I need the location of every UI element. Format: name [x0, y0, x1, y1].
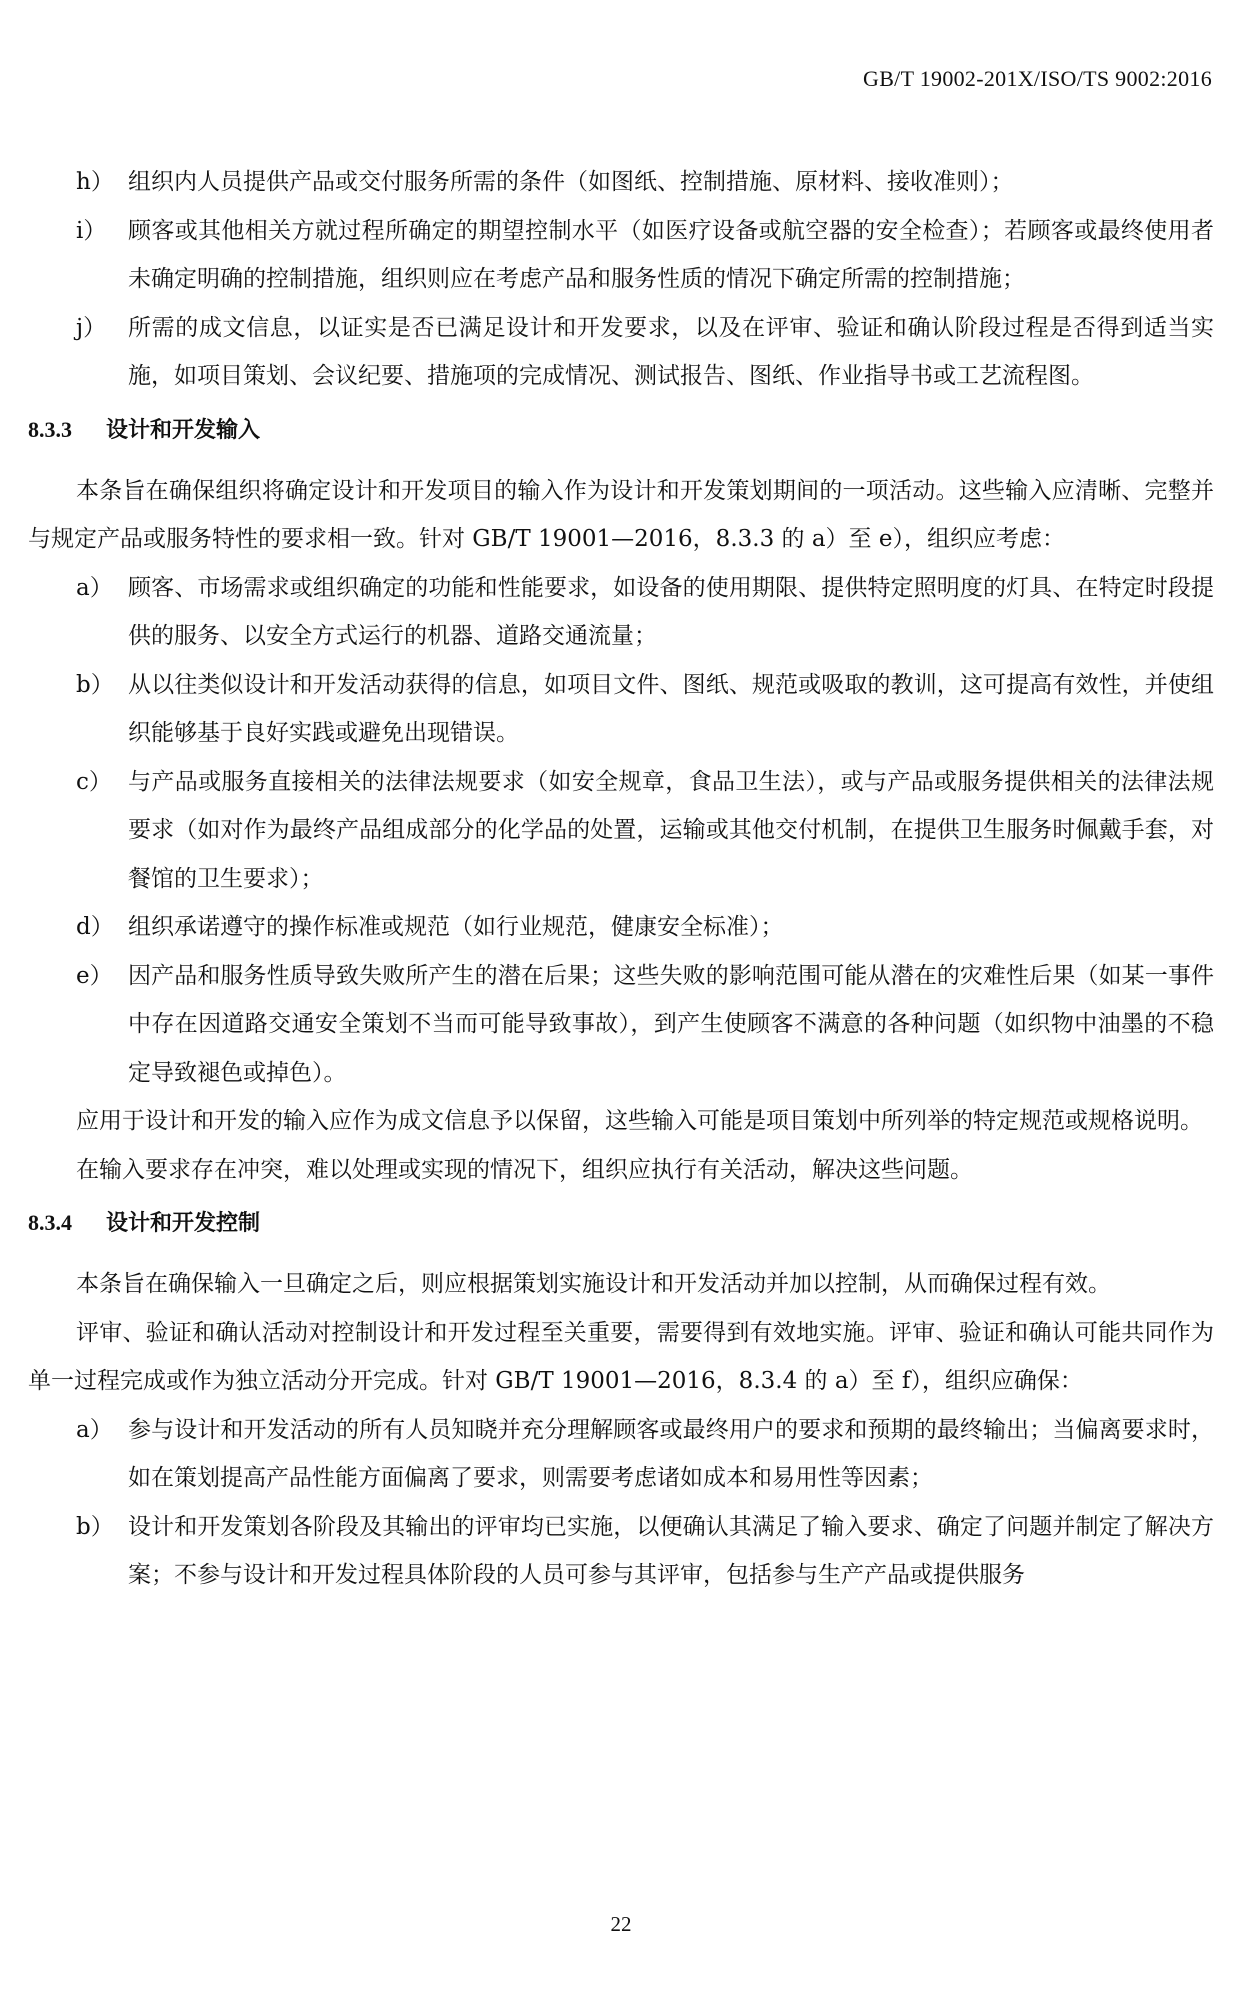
standard-code-header: GB/T 19002-201X/ISO/TS 9002:2016 — [863, 66, 1212, 91]
list-item — [76, 661, 1214, 758]
item-text: 顾客或其他相关方就过程所确定的期望控制水平（如医疗设备或航空器的安全检查）；若顾客或最终使用者未确定明确的控制措施，组织则应在考虑产品和服务性质的情况下确定所需的控制措施； — [128, 217, 1214, 292]
item-label: b） — [76, 1513, 114, 1540]
section-intro: 本条旨在确保组织将确定设计和开发项目的输入作为设计和开发策划期间的一项活动。这些输入应清晰、完整并与规定产品或服务特性的要求相一致。针对 GB/T 19001—2016，8.3.3 的 a）至 e），组织应考虑： — [28, 477, 1214, 552]
item-label: a） — [76, 1416, 113, 1443]
list-item — [76, 758, 1214, 904]
item-label: e） — [76, 962, 113, 989]
item-label: a） — [76, 574, 113, 601]
section-number: 8.3.4 — [28, 1210, 72, 1235]
section-number: 8.3.3 — [28, 416, 72, 442]
item-text: 顾客、市场需求或组织确定的功能和性能要求，如设备的使用期限、提供特定照明度的灯具、在特定时段提供的服务、以安全方式运行的机器、道路交通流量； — [128, 574, 1214, 649]
list-item — [76, 1503, 1214, 1600]
item-label: d） — [76, 914, 114, 940]
item-text: 因产品和服务性质导致失败所产生的潜在后果；这些失败的影响范围可能从潜在的灾难性后果（如某一事件中存在因道路交通安全策划不当而可能导致事故），到产生使顾客不满意的各种问题（如织物中油墨的不稳定导致褪色或掉色）。 — [128, 962, 1214, 1086]
paragraph: 本条旨在确保输入一旦确定之后，则应根据策划实施设计和开发活动并加以控制，从而确保过程有效。 — [76, 1271, 1111, 1297]
section-title: 设计和开发控制 — [106, 1210, 261, 1235]
list-item — [76, 207, 1214, 304]
section-title: 设计和开发输入 — [106, 416, 261, 442]
page-number: 22 — [610, 1912, 632, 1936]
item-text: 设计和开发策划各阶段及其输出的评审均已实施，以便确认其满足了输入要求、确定了问题并制定了解决方案；不参与设计和开发过程具体阶段的人员可参与其评审，包括参与生产产品或提供服务 — [128, 1513, 1214, 1588]
item-text: 组织承诺遵守的操作标准或规范（如行业规范，健康安全标准）； — [128, 914, 784, 940]
item-label: j） — [76, 314, 107, 341]
list-item — [76, 952, 1214, 1098]
item-text: 从以往类似设计和开发活动获得的信息，如项目文件、图纸、规范或吸取的教训，这可提高有效性，并使组织能够基于良好实践或避免出现错误。 — [128, 671, 1214, 746]
list-item — [76, 903, 1214, 952]
item-label: h） — [76, 169, 114, 195]
item-label: c） — [76, 768, 112, 795]
section-heading-8-3-3 — [28, 415, 1214, 445]
list-item — [76, 158, 1214, 207]
item-label: b） — [76, 671, 114, 698]
paragraph: 在输入要求存在冲突，难以处理或实现的情况下，组织应执行有关活动，解决这些问题。 — [76, 1156, 973, 1183]
page-content — [28, 158, 1214, 1600]
item-text: 组织内人员提供产品或交付服务所需的条件（如图纸、控制措施、原材料、接收准则）； — [128, 169, 1014, 195]
item-text: 参与设计和开发活动的所有人员知晓并充分理解顾客或最终用户的要求和预期的最终输出；当偏离要求时，如在策划提高产品性能方面偏离了要求，则需要考虑诸如成本和易用性等因素； — [128, 1416, 1214, 1491]
list-item — [76, 564, 1214, 661]
list-item — [76, 304, 1214, 401]
section-heading-8-3-4 — [28, 1208, 1214, 1238]
item-text: 所需的成文信息，以证实是否已满足设计和开发要求，以及在评审、验证和确认阶段过程是否得到适当实施，如项目策划、会议纪要、措施项的完成情况、测试报告、图纸、作业指导书或工艺流程图。 — [128, 314, 1214, 389]
item-text: 与产品或服务直接相关的法律法规要求（如安全规章，食品卫生法），或与产品或服务提供相关的法律法规要求（如对作为最终产品组成部分的化学品的处置，运输或其他交付机制，在提供卫生服务时佩戴手套，对餐馆的卫生要求）； — [128, 768, 1214, 892]
item-label: i） — [76, 217, 107, 244]
paragraph: 应用于设计和开发的输入应作为成文信息予以保留，这些输入可能是项目策划中所列举的特定规范或规格说明。 — [76, 1108, 1203, 1134]
paragraph: 评审、验证和确认活动对控制设计和开发过程至关重要，需要得到有效地实施。评审、验证和确认可能共同作为单一过程完成或作为独立活动分开完成。针对 GB/T 19001—2016，8.3.4 的 a）至 f），组织应确保： — [28, 1319, 1214, 1394]
list-item — [76, 1406, 1214, 1503]
